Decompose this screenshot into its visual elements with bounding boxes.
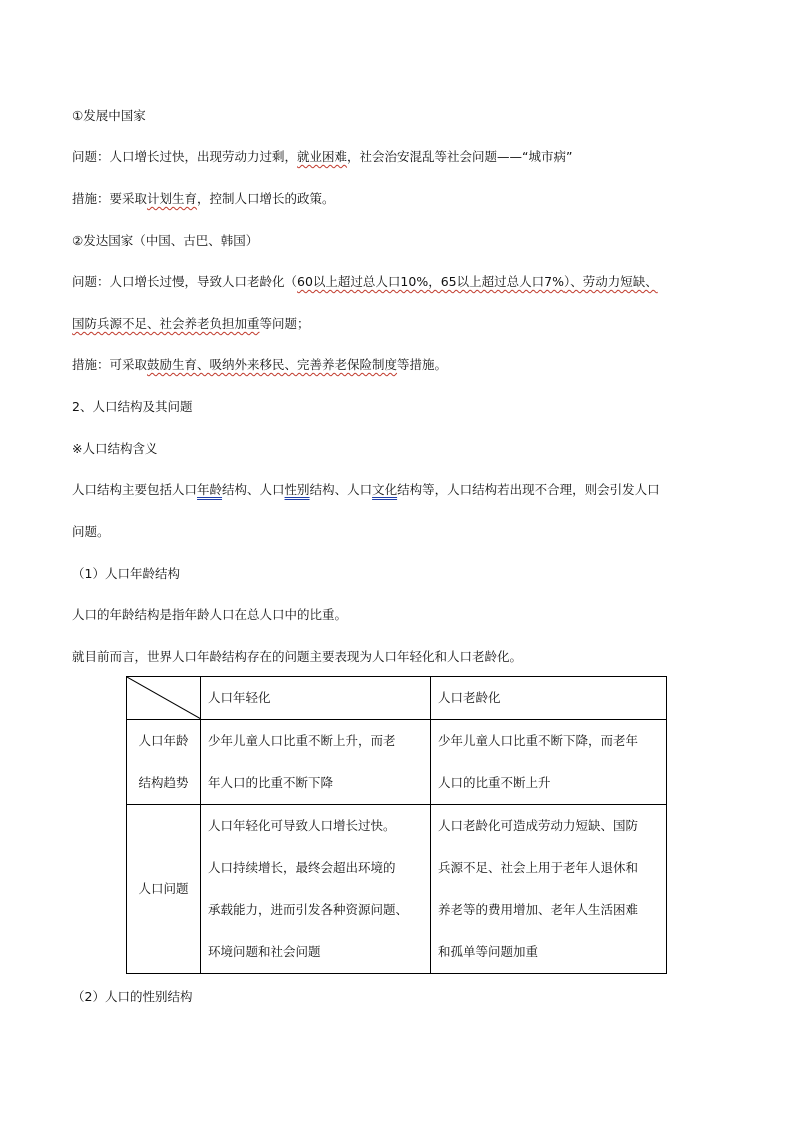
table-header-row: [127, 677, 667, 720]
subheading-structure-meaning: ※人口结构含义: [72, 441, 158, 456]
age-structure-definition: 人口的年龄结构是指年龄人口在总人口中的比重。: [72, 607, 348, 622]
age-structure-problems-intro: 就目前而言，世界人口年龄结构存在的问题主要表现为人口年轻化和人口老龄化。: [72, 649, 523, 664]
cell-aging-trend: 少年儿童人口比重不断下降，而老年 人口的比重不断上升: [431, 720, 667, 805]
table-row-problems: [127, 805, 667, 974]
table-row-trend: [127, 720, 667, 805]
section-heading-population-structure: 2、人口结构及其问题: [72, 399, 193, 414]
header-young-population: 人口年轻化: [201, 677, 431, 720]
heading-developed-countries: ②发达国家（中国、古巴、韩国）: [72, 233, 259, 248]
subheading-sex-structure: （2）人口的性别结构: [72, 989, 193, 1004]
row-head-trend: 人口年龄 结构趋势: [127, 720, 201, 805]
diagonal-line: [127, 677, 201, 719]
developed-measures-text: 措施：可采取鼓励生育、吸纳外来移民、完善养老保险制度等措施。: [72, 357, 448, 372]
diagonal-corner-cell: [127, 677, 201, 720]
header-aging-population: 人口老龄化: [431, 677, 667, 720]
subheading-age-structure: （1）人口年龄结构: [72, 566, 180, 581]
age-structure-comparison-table: [126, 676, 667, 974]
developed-problems-text: 问题：人口增长过慢，导致人口老龄化（60以上超过总人口10%，65以上超过总人口7%）、劳动力短缺、: [72, 274, 658, 289]
structure-definition-continued: 问题。: [72, 524, 110, 539]
cell-aging-problems: 人口老龄化可造成劳动力短缺、国防 兵源不足、社会上用于老年人退休和 养老等的费用增加、老年人生活困难 和孤单等问题加重: [431, 805, 667, 974]
developed-problems-continued: 国防兵源不足、社会养老负担加重等问题；: [72, 316, 310, 331]
structure-definition-text: 人口结构主要包括人口年龄结构、人口性别结构、人口文化结构等，人口结构若出现不合理，则会引发人口: [72, 482, 660, 497]
heading-developing-countries: ①发展中国家: [72, 108, 146, 123]
cell-young-trend: 少年儿童人口比重不断上升，而老 年人口的比重不断下降: [201, 720, 431, 805]
row-head-problems: 人口问题: [127, 805, 201, 974]
cell-young-problems: 人口年轻化可导致人口增长过快。 人口持续增长，最终会超出环境的 承载能力，进而引发各种资源问题、 环境问题和社会问题: [201, 805, 431, 974]
developing-measures-text: 措施：要采取计划生育，控制人口增长的政策。: [72, 191, 335, 206]
developing-problems-text: 问题：人口增长过快，出现劳动力过剩，就业困难，社会治安混乱等社会问题——“城市病”: [72, 149, 573, 164]
